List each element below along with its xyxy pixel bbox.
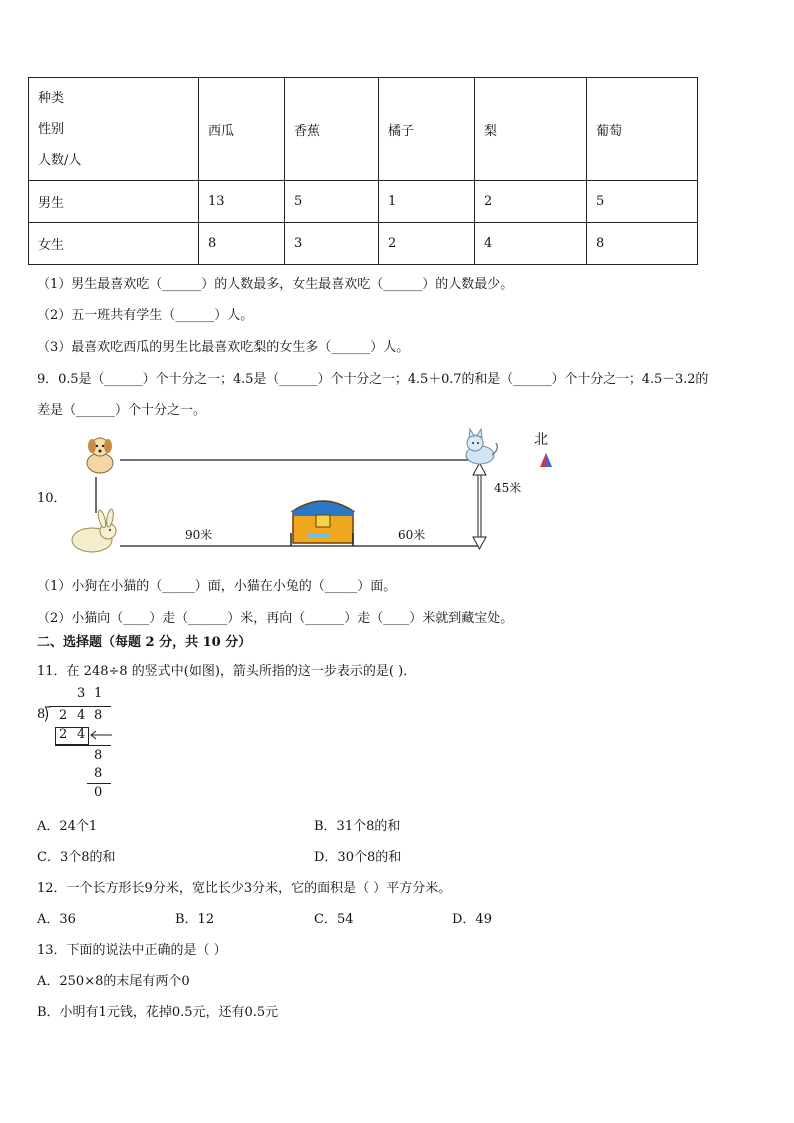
- q10-sub2: （2）小猫向（____）走（______）米，再向（______）走（____）米就到藏宝处。: [37, 611, 514, 626]
- rabbit-icon: [72, 509, 116, 552]
- q8-sub3: （3）最喜欢吃西瓜的男生比最喜欢吃梨的女生多（______）人。: [37, 340, 410, 355]
- table-corner-header: [29, 78, 199, 181]
- survey-table: [28, 77, 698, 265]
- step2-digit: 8: [94, 748, 103, 763]
- step3-digit: 8: [94, 766, 103, 781]
- column-header: 橘子: [379, 78, 475, 181]
- q11-option-d[interactable]: D．30个8的和: [314, 850, 402, 865]
- dog-icon: [87, 438, 113, 473]
- q11-stem: 11．在 248÷8 的竖式中(如图)，箭头所指的这一步表示的是( )．: [37, 664, 417, 679]
- q13-option-b[interactable]: B．小明有1元钱，花掉0.5元，还有0.5元: [37, 1005, 279, 1020]
- q11-option-b[interactable]: B．31个8的和: [314, 819, 401, 834]
- header-category: 种类: [38, 90, 65, 106]
- column-header: 西瓜: [199, 78, 285, 181]
- column-header: 葡萄: [587, 78, 698, 181]
- table-cell: 2: [475, 181, 587, 223]
- table-cell: 5: [587, 181, 698, 223]
- treasure-map-diagram: [60, 425, 560, 560]
- q10-number: 10．: [37, 491, 67, 506]
- step1-digit: 4: [77, 727, 86, 742]
- table-cell: 4: [475, 223, 587, 265]
- q9-line2: 差是（______）个十分之一。: [37, 403, 207, 418]
- q12-stem: 12．一个长方形长9分米，宽比长少3分米，它的面积是（ ）平方分米。: [37, 881, 452, 896]
- row-label: 男生: [29, 181, 199, 223]
- q8-sub1: （1）男生最喜欢吃（______）的人数最多，女生最喜欢吃（______）的人数最少。: [37, 277, 514, 292]
- table-cell: 1: [379, 181, 475, 223]
- distance-90m: 90米: [185, 528, 213, 542]
- table-cell: 8: [587, 223, 698, 265]
- column-header: 香蕉: [285, 78, 379, 181]
- distance-45m: 45米: [494, 481, 522, 495]
- north-label: 北: [534, 432, 548, 448]
- table-cell: 8: [199, 223, 285, 265]
- table-cell: 3: [285, 223, 379, 265]
- q10-sub1: （1）小狗在小猫的（_____）面，小猫在小兔的（_____）面。: [37, 579, 397, 594]
- table-row: [29, 181, 698, 223]
- step1-digit: 2: [59, 727, 68, 742]
- arrow-left-icon: [89, 730, 113, 740]
- q8-sub2: （2）五一班共有学生（______）人。: [37, 308, 254, 323]
- distance-60m: 60米: [398, 528, 426, 542]
- q12-option-b[interactable]: B．12: [175, 912, 215, 927]
- section-title: 二、选择题（每题 2 分，共 10 分）: [37, 635, 252, 650]
- q11-option-c[interactable]: C．3个8的和: [37, 850, 116, 865]
- q13-stem: 13．下面的说法中正确的是（ ）: [37, 943, 227, 958]
- quotient-digit: 3: [77, 686, 86, 701]
- q11-option-a[interactable]: A．24个1: [37, 819, 98, 834]
- q9-line1: 9．0.5是（______）个十分之一；4.5是（______）个十分之一；4.5＋0.7的和是（______）个十分之一；4.5－3.2的: [37, 372, 709, 387]
- divisor: 8: [37, 707, 46, 722]
- q12-option-d[interactable]: D．49: [452, 912, 492, 927]
- column-header: 梨: [475, 78, 587, 181]
- division-bracket: ⟌: [44, 706, 51, 725]
- header-count: 人数/人: [38, 152, 82, 168]
- dividend-digit: 4: [77, 708, 86, 723]
- treasure-chest-icon: [291, 501, 353, 546]
- table-cell: 5: [285, 181, 379, 223]
- quotient-digit: 1: [94, 686, 103, 701]
- q12-option-a[interactable]: A．36: [37, 912, 76, 927]
- header-gender: 性别: [38, 121, 65, 137]
- long-division-figure: [37, 686, 127, 804]
- table-cell: 13: [199, 181, 285, 223]
- remainder-digit: 0: [94, 785, 103, 800]
- q13-option-a[interactable]: A．250×8的末尾有两个0: [37, 974, 190, 989]
- dividend-digit: 8: [94, 708, 103, 723]
- q12-option-c[interactable]: C．54: [314, 912, 354, 927]
- row-label: 女生: [29, 223, 199, 265]
- table-row: [29, 223, 698, 265]
- dividend-digit: 2: [59, 708, 68, 723]
- cat-icon: [466, 429, 497, 464]
- table-cell: 2: [379, 223, 475, 265]
